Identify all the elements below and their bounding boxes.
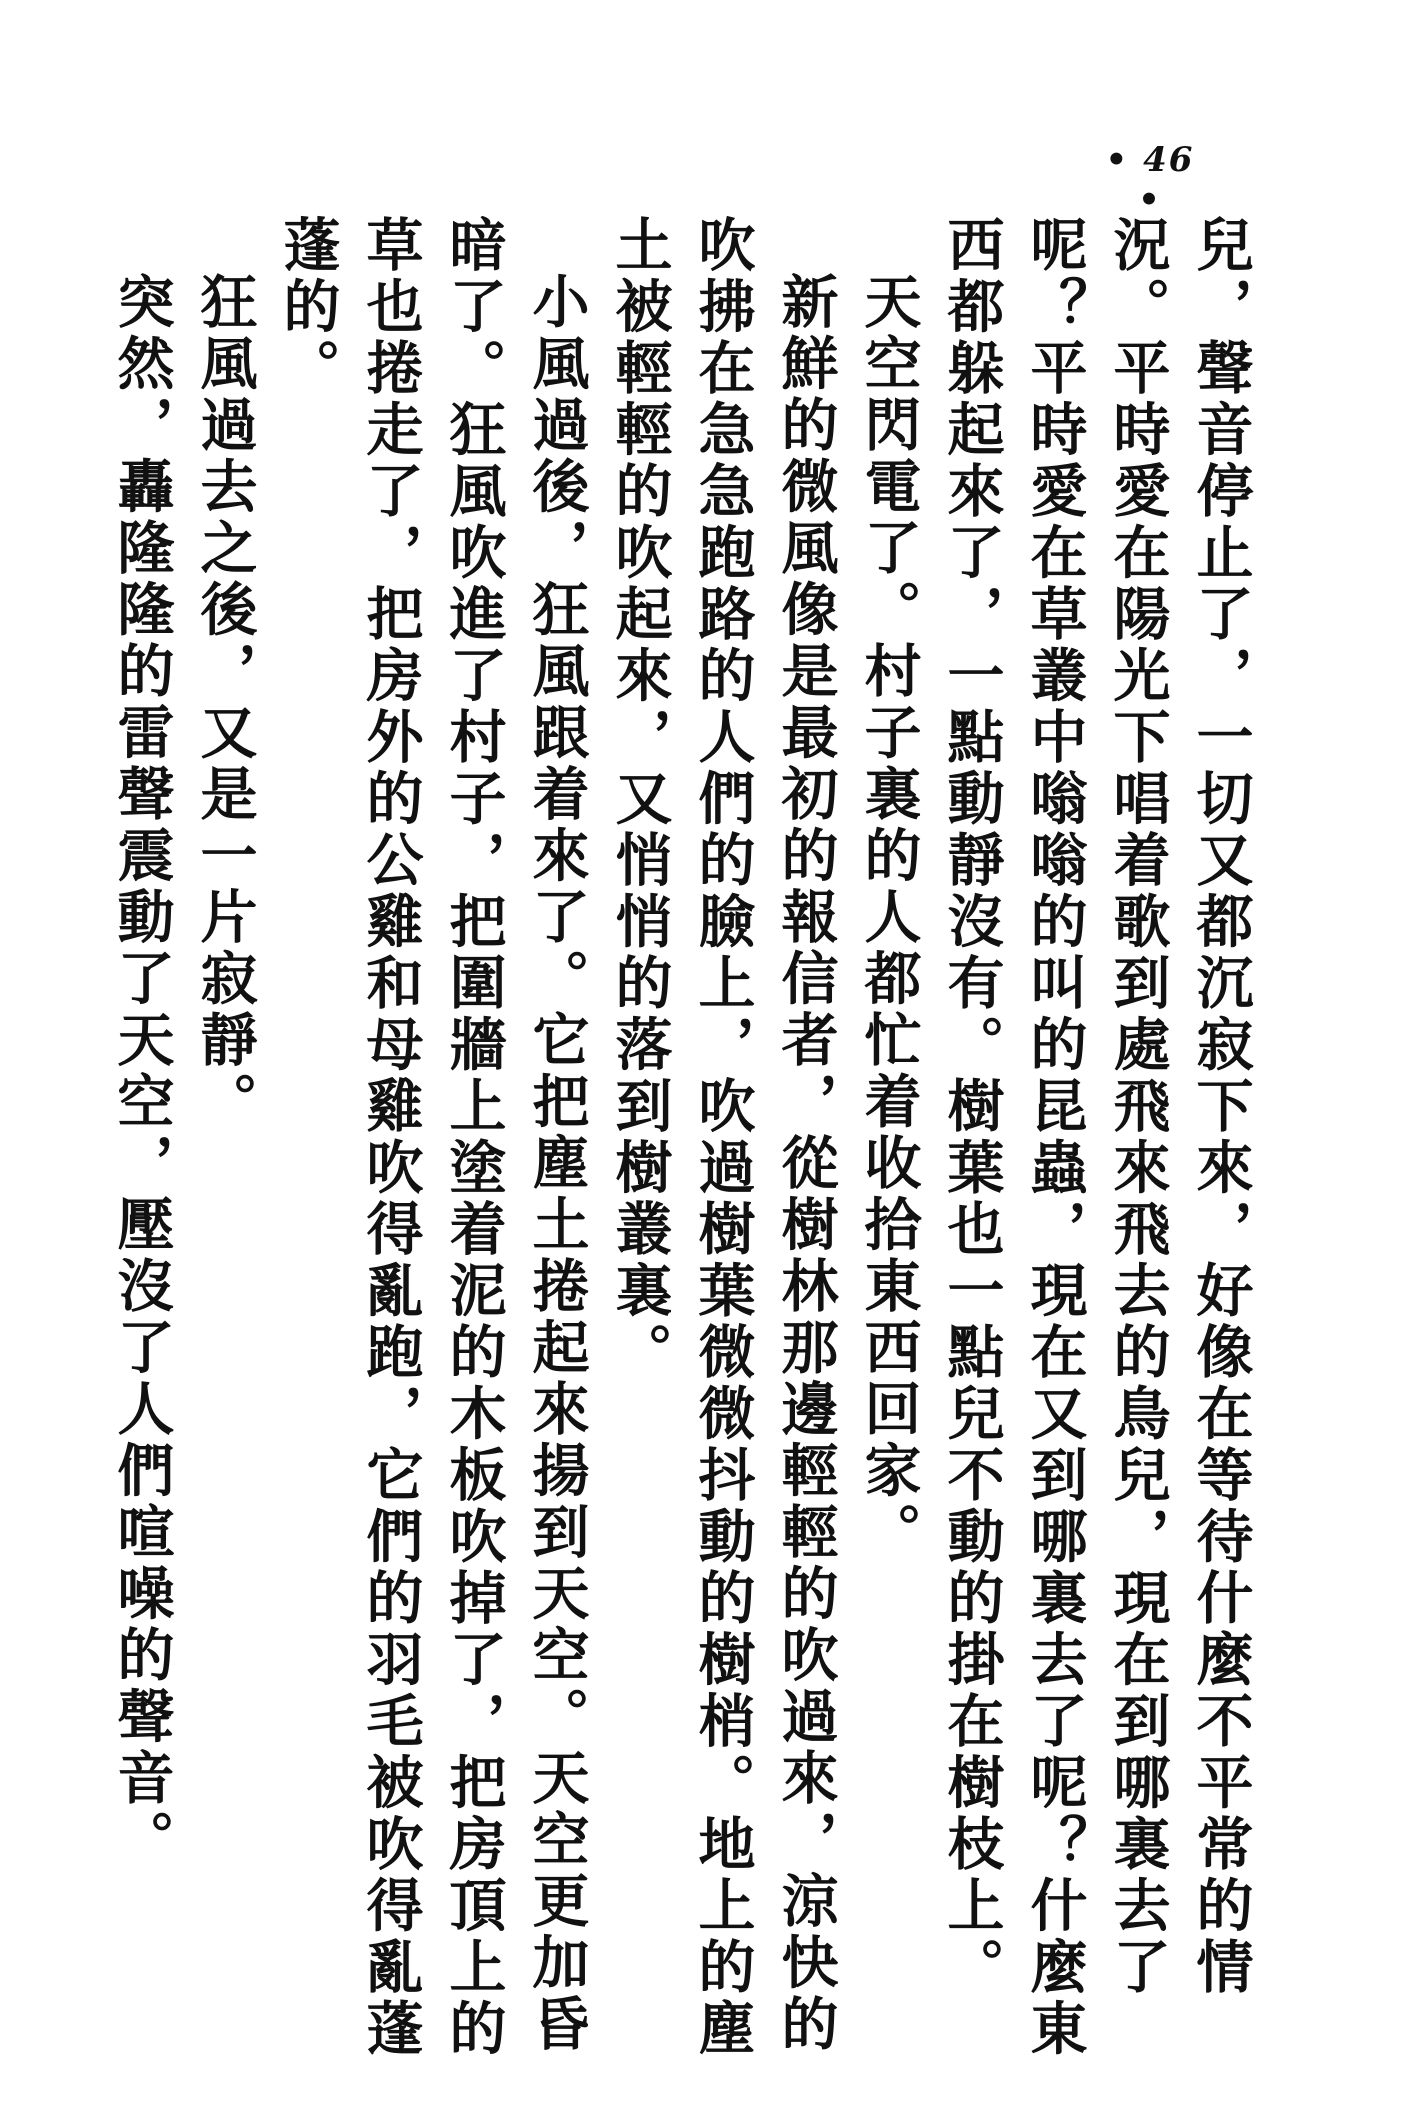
- body-text: [108, 215, 1262, 2075]
- paragraph-1: 兒，聲音停止了，一切又都沉寂下來，好像在等待什麼不平常的情況。平時愛在陽光下唱着歌到處飛來飛去的鳥兒，現在到哪裏去了呢？平時愛在草叢中嗡嗡的叫的昆蟲，現在又到哪裏去了呢？什麼東西都躲起來了，一點動靜沒有。樹葉也一點兒不動的掛在樹枝上。: [938, 215, 1254, 2060]
- page-number: • 46 •: [1105, 140, 1195, 220]
- paragraph-6: 突然，轟隆隆的雷聲震動了天空，壓沒了人們喧噪的聲音。: [108, 272, 175, 1871]
- paragraph-2: 天空閃電了。村子裏的人都忙着收拾東西回家。: [855, 272, 922, 1564]
- paragraph-3: 新鮮的微風像是最初的報信者，從樹林那邊輕輕的吹過來，涼快的吹拂在急急跑路的人們的臉上，吹過樹葉微微抖動的樹梢。地上的塵土被輕輕的吹起來，又悄悄的落到樹叢裏。: [606, 215, 839, 2060]
- paragraph-5: 狂風過去之後，又是一片寂靜。: [191, 272, 258, 1133]
- paragraph-4: 小風過後，狂風跟着來了。它把塵土捲起來揚到天空。天空更加昏暗了。狂風吹進了村子，把圍牆上塗着泥的木板吹掉了，把房頂上的草也捲走了，把房外的公雞和母雞吹得亂跑，它們的羽毛被吹得亂蓬蓬的。: [274, 215, 590, 2060]
